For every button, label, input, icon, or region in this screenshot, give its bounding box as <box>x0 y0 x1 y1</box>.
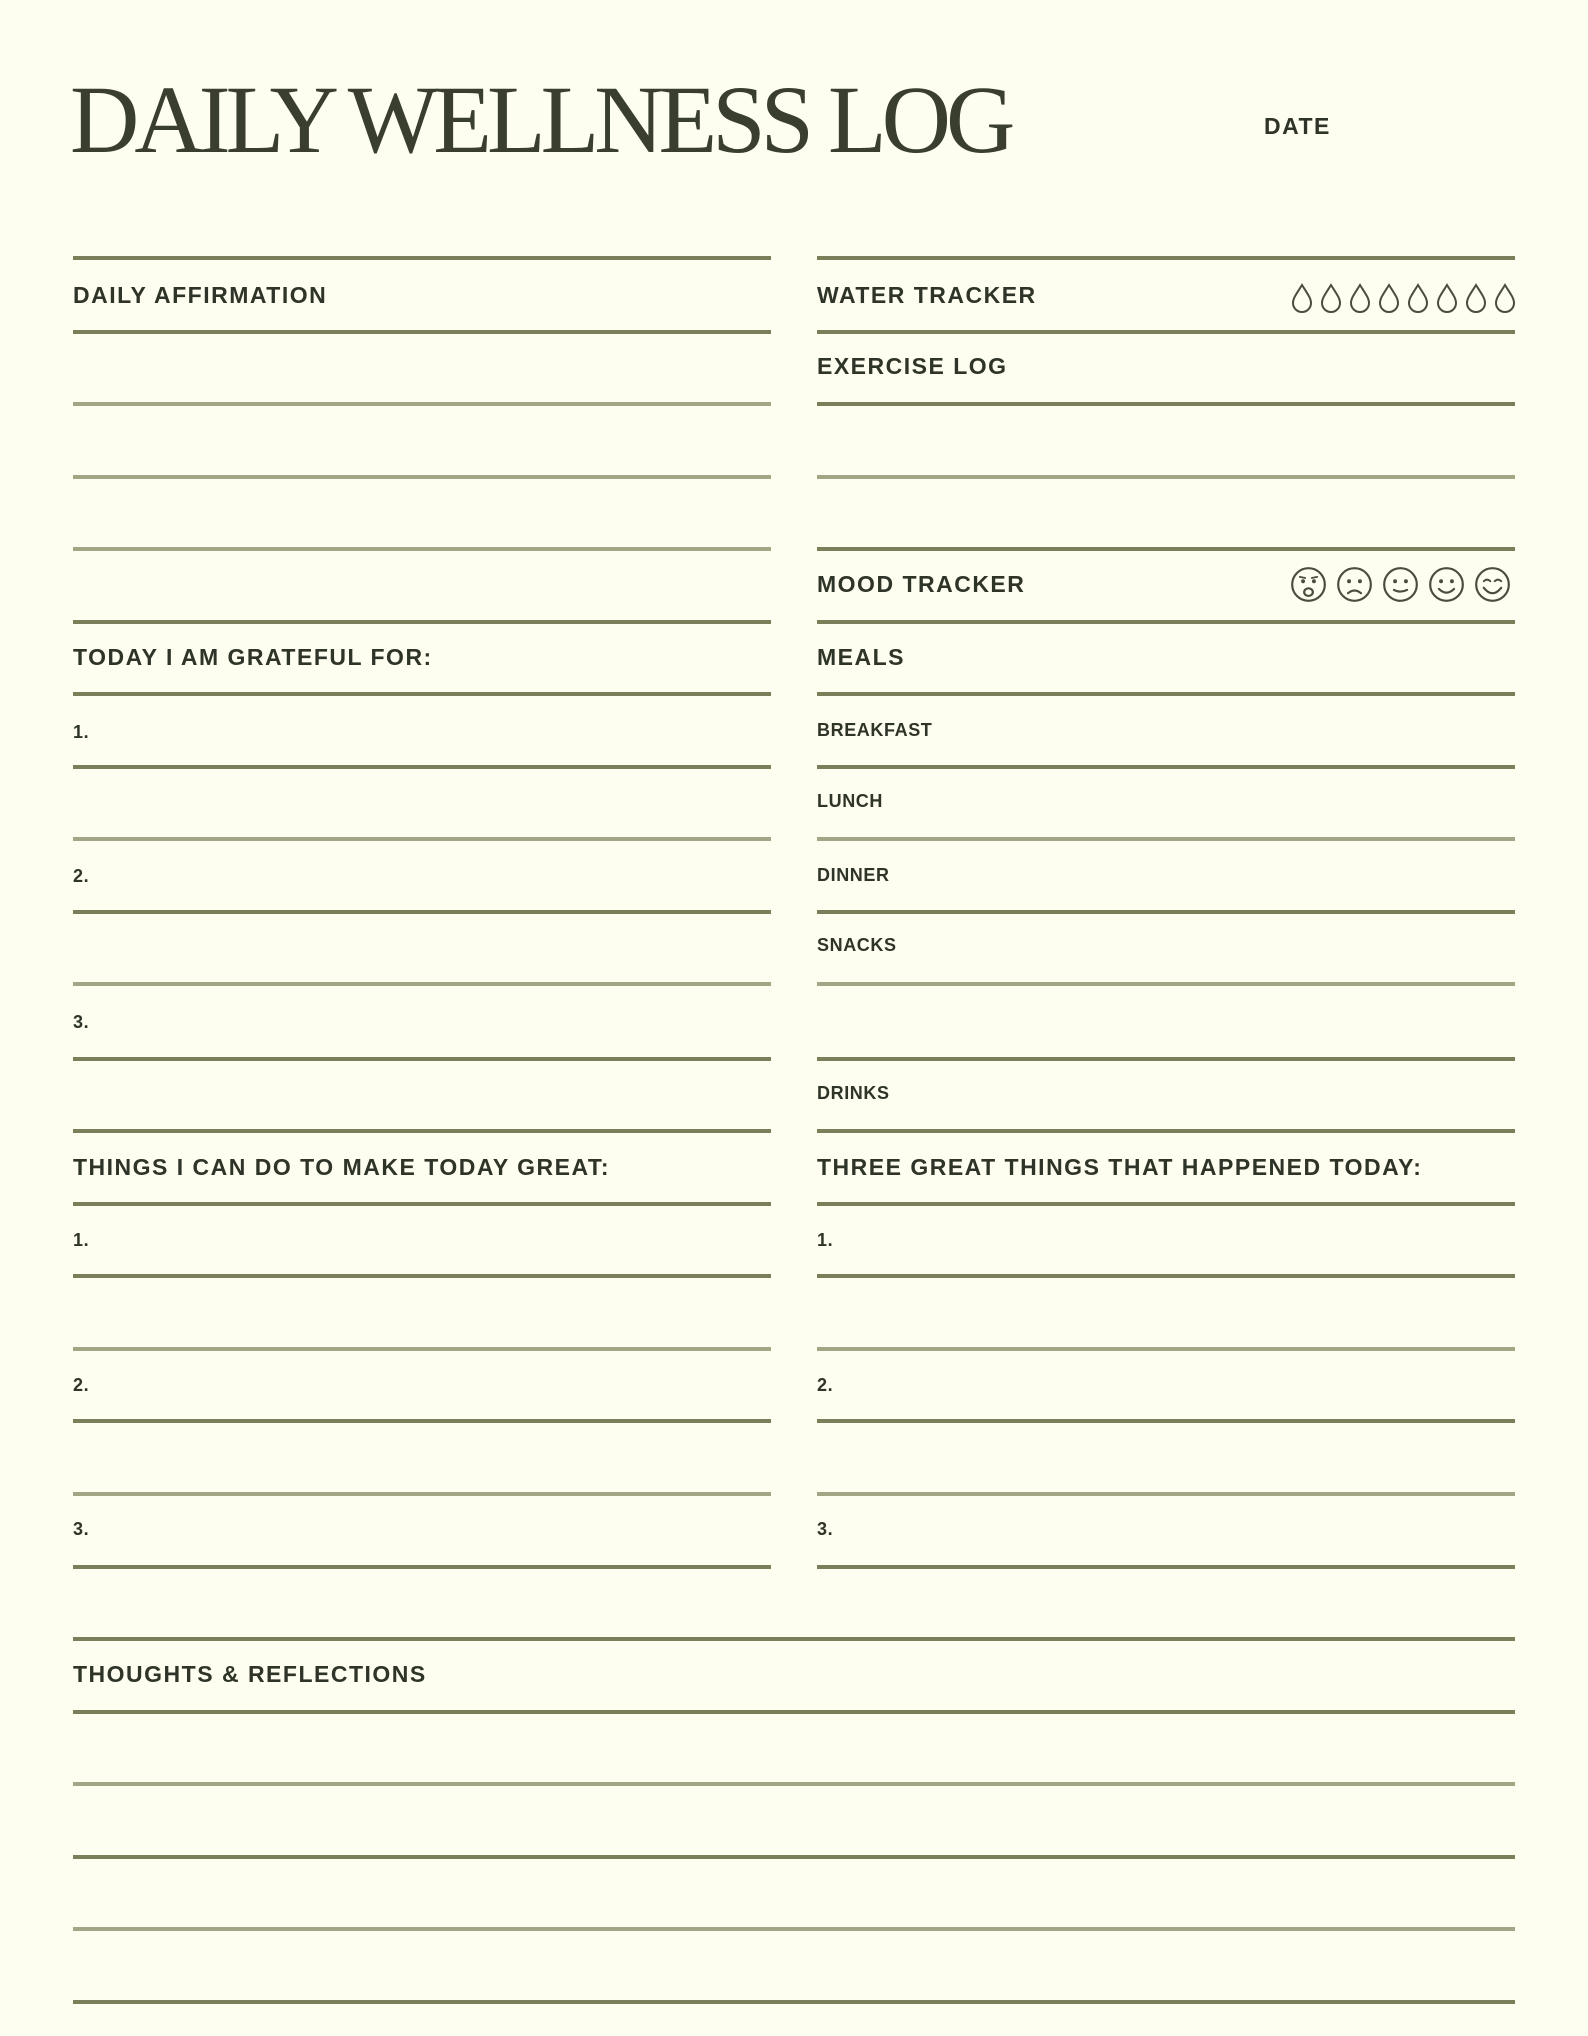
water-tracker-label: WATER TRACKER <box>817 282 1037 308</box>
writing-line[interactable] <box>73 1492 771 1496</box>
rule <box>73 256 771 260</box>
three-number-2: 2. <box>817 1375 834 1395</box>
rule <box>817 692 1515 696</box>
rule <box>73 692 771 696</box>
water-drop-icon[interactable] <box>1319 283 1343 313</box>
rule <box>817 256 1515 260</box>
rule <box>73 1637 1515 1641</box>
three-number-1: 1. <box>817 1230 834 1250</box>
writing-line[interactable] <box>73 402 771 406</box>
water-drop-icon[interactable] <box>1377 283 1401 313</box>
neutral-face-icon[interactable] <box>1382 566 1419 603</box>
writing-line[interactable] <box>73 765 771 769</box>
sad-face-icon[interactable] <box>1336 566 1373 603</box>
mood-tracker-label: MOOD TRACKER <box>817 571 1026 597</box>
writing-line[interactable] <box>817 475 1515 479</box>
great-number-1: 1. <box>73 1230 90 1250</box>
writing-line[interactable] <box>73 1347 771 1351</box>
writing-line[interactable] <box>817 1419 1515 1423</box>
date-label: DATE <box>1264 113 1331 139</box>
breakfast-label: BREAKFAST <box>817 720 933 740</box>
grateful-number-1: 1. <box>73 722 90 742</box>
reflections-label: THOUGHTS & REFLECTIONS <box>73 1661 427 1687</box>
very-sad-face-icon[interactable] <box>1290 566 1327 603</box>
happy-face-icon[interactable] <box>1428 566 1465 603</box>
water-drop-icon[interactable] <box>1435 283 1459 313</box>
water-drop-icon[interactable] <box>1406 283 1430 313</box>
writing-line[interactable] <box>817 1565 1515 1569</box>
writing-line[interactable] <box>817 910 1515 914</box>
rule <box>73 620 771 624</box>
writing-line[interactable] <box>73 475 771 479</box>
rule <box>817 1129 1515 1133</box>
writing-line[interactable] <box>817 837 1515 841</box>
page-title: DAILY WELLNESS LOG <box>70 66 1011 173</box>
water-drop-icon[interactable] <box>1348 283 1372 313</box>
very-happy-face-icon[interactable] <box>1474 566 1511 603</box>
exercise-log-label: EXERCISE LOG <box>817 353 1008 379</box>
writing-line[interactable] <box>817 1057 1515 1061</box>
writing-line[interactable] <box>73 1419 771 1423</box>
great-number-3: 3. <box>73 1519 90 1539</box>
writing-line[interactable] <box>73 1927 1515 1931</box>
rule <box>817 620 1515 624</box>
water-drop-icon[interactable] <box>1290 283 1314 313</box>
water-drop-icon[interactable] <box>1464 283 1488 313</box>
snacks-label: SNACKS <box>817 935 897 955</box>
rule <box>73 330 771 334</box>
drinks-label: DRINKS <box>817 1083 890 1103</box>
dinner-label: DINNER <box>817 865 890 885</box>
writing-line[interactable] <box>73 1565 771 1569</box>
water-drop-icon[interactable] <box>1493 283 1517 313</box>
writing-line[interactable] <box>817 1492 1515 1496</box>
writing-line[interactable] <box>73 1855 1515 1859</box>
writing-line[interactable] <box>817 765 1515 769</box>
grateful-number-3: 3. <box>73 1012 90 1032</box>
rule <box>73 1710 1515 1714</box>
three-great-things-label: THREE GREAT THINGS THAT HAPPENED TODAY: <box>817 1154 1423 1180</box>
mood-face-row <box>1290 566 1511 603</box>
rule <box>817 1202 1515 1206</box>
water-drop-row <box>1290 283 1517 313</box>
make-today-great-label: THINGS I CAN DO TO MAKE TODAY GREAT: <box>73 1154 611 1180</box>
rule <box>73 1129 771 1133</box>
writing-line[interactable] <box>817 1274 1515 1278</box>
great-number-2: 2. <box>73 1375 90 1395</box>
three-number-3: 3. <box>817 1519 834 1539</box>
writing-line[interactable] <box>817 982 1515 986</box>
rule <box>73 1202 771 1206</box>
writing-line[interactable] <box>73 910 771 914</box>
lunch-label: LUNCH <box>817 791 883 811</box>
rule <box>817 402 1515 406</box>
writing-line[interactable] <box>73 837 771 841</box>
writing-line[interactable] <box>73 2000 1515 2004</box>
writing-line[interactable] <box>817 1347 1515 1351</box>
writing-line[interactable] <box>73 1057 771 1061</box>
meals-label: MEALS <box>817 644 905 670</box>
rule <box>817 330 1515 334</box>
writing-line[interactable] <box>73 982 771 986</box>
writing-line[interactable] <box>73 1274 771 1278</box>
grateful-number-2: 2. <box>73 866 90 886</box>
writing-line[interactable] <box>73 547 771 551</box>
grateful-label: TODAY I AM GRATEFUL FOR: <box>73 644 433 670</box>
rule <box>817 547 1515 551</box>
daily-affirmation-label: DAILY AFFIRMATION <box>73 282 328 308</box>
writing-line[interactable] <box>73 1782 1515 1786</box>
